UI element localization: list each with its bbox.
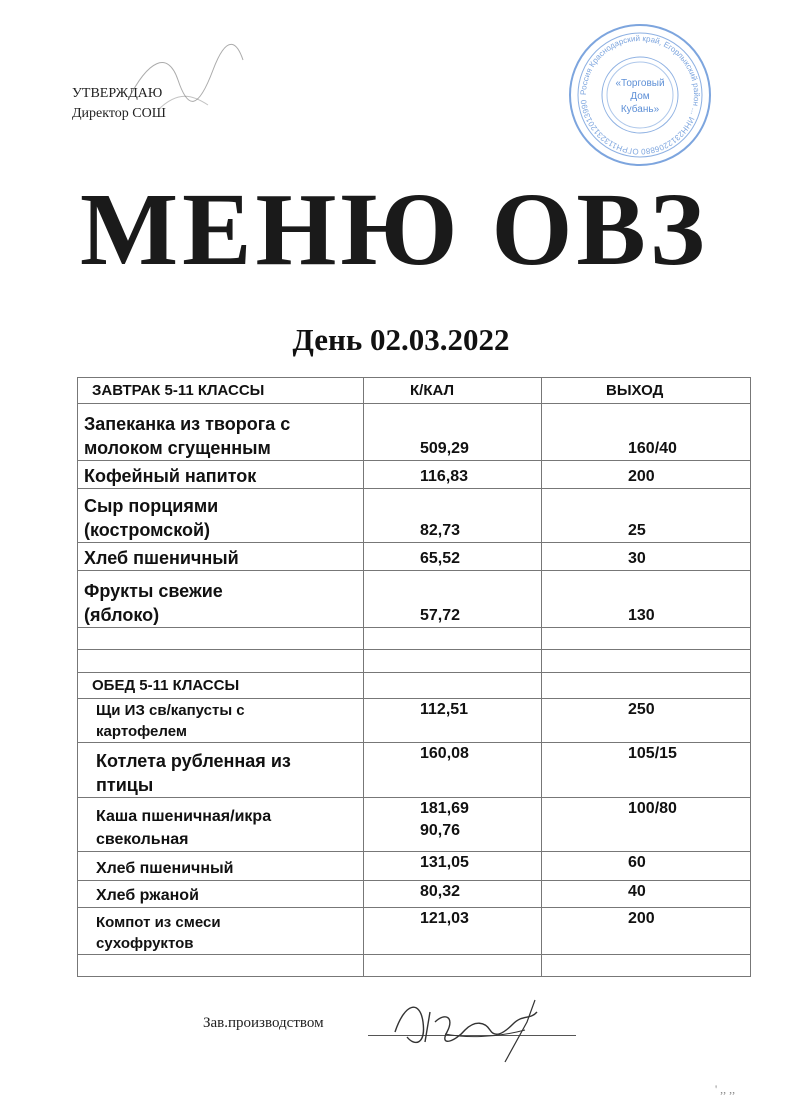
dish-kcal: 181,69 90,76 <box>364 798 542 852</box>
director-signature <box>118 40 248 120</box>
header-lunch: ОБЕД 5-11 КЛАССЫ <box>78 673 364 699</box>
table-row <box>78 798 751 852</box>
dish-kcal: 116,83 <box>364 461 542 489</box>
dish-output: 25 <box>542 489 751 543</box>
dish-kcal: 509,29 <box>364 404 542 461</box>
dish-kcal: 131,05 <box>364 852 542 881</box>
header-breakfast: ЗАВТРАК 5-11 КЛАССЫ <box>78 378 364 404</box>
dish-kcal: 121,03 <box>364 908 542 955</box>
header-kcal: К/КАЛ <box>364 378 542 404</box>
dish-kcal: 112,51 <box>364 699 542 743</box>
dish-name: Хлеб пшеничный <box>78 852 364 881</box>
empty-row <box>78 628 751 650</box>
approval-director: Директор СОШ <box>72 106 166 121</box>
menu-date: День 02.03.2022 <box>292 322 510 357</box>
dish-name: Компот из смеси сухофруктов <box>78 908 364 955</box>
dish-name: Фрукты свежие (яблоко) <box>78 571 364 628</box>
dish-name: Кофейный напиток <box>78 461 364 489</box>
stamp-center-line2: Дом <box>630 91 650 102</box>
dish-kcal: 160,08 <box>364 743 542 798</box>
dish-output: 250 <box>542 699 751 743</box>
table-row <box>78 489 751 543</box>
table-row <box>78 743 751 798</box>
dish-name: Сыр порциями (костромской) <box>78 489 364 543</box>
table-row <box>78 699 751 743</box>
table-row <box>78 543 751 571</box>
dish-name: Щи ИЗ св/капусты с картофелем <box>78 699 364 743</box>
dish-name: Каша пшеничная/икра свекольная <box>78 798 364 852</box>
table-row <box>78 908 751 955</box>
table-row <box>78 461 751 489</box>
dish-output: 130 <box>542 571 751 628</box>
dish-output: 160/40 <box>542 404 751 461</box>
dish-output: 30 <box>542 543 751 571</box>
header-output: ВЫХОД <box>542 378 751 404</box>
empty-row <box>78 955 751 977</box>
dish-output: 200 <box>542 908 751 955</box>
manager-signature <box>385 992 555 1067</box>
dish-output: 100/80 <box>542 798 751 852</box>
organization-stamp <box>565 20 715 170</box>
dish-name: Котлета рубленная из птицы <box>78 743 364 798</box>
stamp-ring-text: Россия Краснодарский край, Егорлыкский район ... ИНН2312206880 ОГРН1132312013990 <box>578 33 702 157</box>
dish-output: 40 <box>542 881 751 908</box>
page-title: МЕНЮ ОВЗ <box>80 172 709 287</box>
approval-title: УТВЕРЖДАЮ <box>72 86 163 101</box>
table-row <box>78 571 751 628</box>
dish-name: Хлеб пшеничный <box>78 543 364 571</box>
dish-name: Запеканка из творога с молоком сгущенным <box>78 404 364 461</box>
stamp-center-line1: «Торговый <box>615 78 665 89</box>
scan-marks: ' ,, ,, <box>715 1082 736 1096</box>
dish-name: Хлеб ржаной <box>78 881 364 908</box>
dish-output: 60 <box>542 852 751 881</box>
dish-output: 200 <box>542 461 751 489</box>
dish-kcal: 57,72 <box>364 571 542 628</box>
table-row <box>78 852 751 881</box>
production-manager-label: Зав.производством <box>203 1015 324 1031</box>
stamp-center-line3: Кубань» <box>620 104 660 115</box>
table-row <box>78 881 751 908</box>
lunch-header-row <box>78 673 751 699</box>
menu-table <box>77 377 751 977</box>
dish-output: 105/15 <box>542 743 751 798</box>
dish-kcal: 65,52 <box>364 543 542 571</box>
dish-kcal: 82,73 <box>364 489 542 543</box>
table-header-row <box>78 378 751 404</box>
dish-kcal: 80,32 <box>364 881 542 908</box>
table-row <box>78 404 751 461</box>
empty-row <box>78 650 751 673</box>
